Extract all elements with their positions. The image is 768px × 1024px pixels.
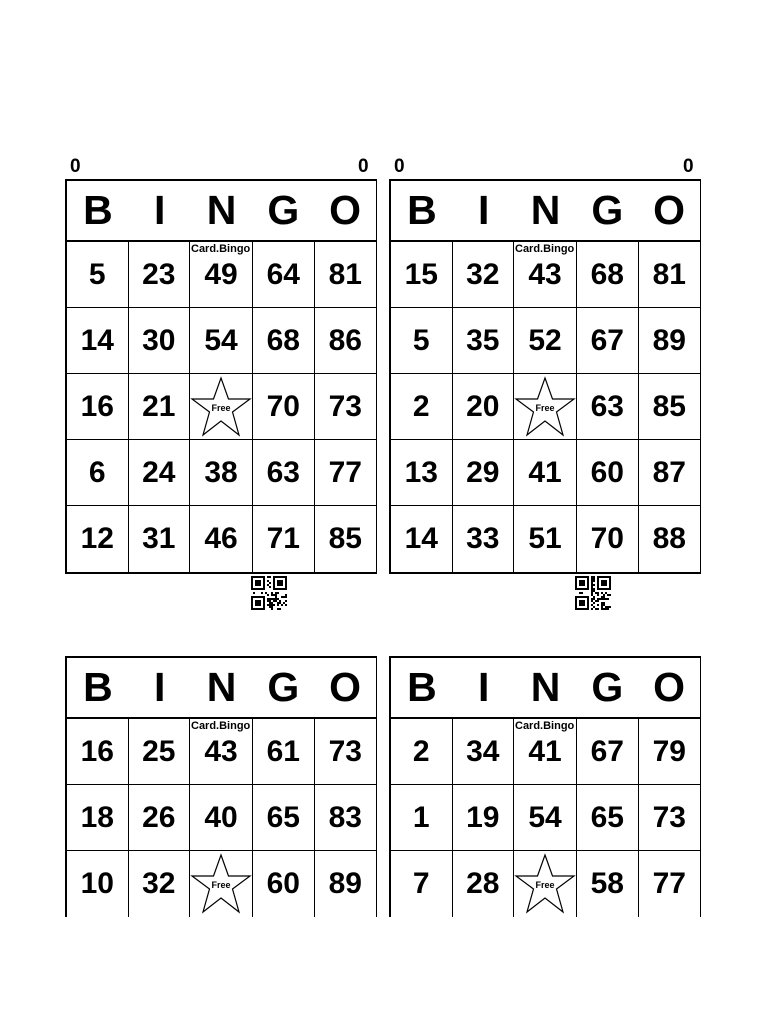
bingo-number: 10 — [80, 867, 114, 900]
bingo-number: 70 — [590, 522, 624, 555]
bingo-number: 46 — [204, 522, 238, 555]
bingo-number-cell — [391, 506, 453, 572]
bingo-number: 81 — [652, 257, 686, 291]
bingo-number-cell — [253, 719, 315, 785]
bingo-number-cell — [391, 242, 453, 308]
bingo-number: 21 — [142, 389, 176, 423]
bingo-number: 65 — [590, 800, 624, 834]
bingo-number-cell — [391, 851, 453, 917]
bingo-number: 29 — [466, 455, 500, 489]
bingo-number-cell — [639, 242, 701, 308]
bingo-grid — [67, 242, 376, 572]
free-label: Free — [211, 402, 231, 413]
bingo-number: 38 — [204, 455, 238, 489]
bingo-number-cell — [315, 506, 377, 572]
card-bingo-tag: Card.Bingo — [191, 243, 251, 255]
header-letter: I — [153, 664, 166, 710]
bingo-number: 19 — [466, 800, 500, 834]
header-letter: I — [477, 664, 490, 710]
bingo-number-cell — [577, 374, 639, 440]
header-letter: B — [407, 664, 437, 710]
bingo-number: 60 — [266, 867, 300, 900]
bingo-number: 16 — [80, 389, 114, 423]
bingo-number: 12 — [80, 522, 114, 555]
card-bingo-tag: Card.Bingo — [515, 720, 575, 732]
bingo-number-cell — [453, 785, 515, 851]
bingo-number: 33 — [466, 522, 500, 555]
header-letter: G — [591, 664, 624, 710]
bingo-number-cell — [639, 308, 701, 374]
header-letter: G — [267, 187, 300, 233]
card-serial-left: 0 — [70, 156, 81, 177]
bingo-number: 73 — [328, 734, 362, 768]
bingo-number: 40 — [204, 800, 238, 834]
header-letter: B — [407, 187, 437, 233]
bingo-number-cell — [190, 308, 253, 374]
card-serial-left: 0 — [394, 156, 405, 177]
bingo-number-cell — [315, 719, 377, 785]
header-letter: G — [591, 187, 624, 233]
bingo-number-cell — [514, 308, 577, 374]
header-letter: G — [267, 664, 300, 710]
bingo-number-cell — [253, 440, 315, 506]
bingo-number-cell — [514, 719, 577, 785]
card-serial-right: 0 — [358, 156, 369, 177]
bingo-number: 54 — [528, 800, 562, 834]
bingo-number: 89 — [328, 867, 362, 900]
bingo-number-cell — [453, 374, 515, 440]
bingo-number: 68 — [266, 323, 300, 357]
bingo-number: 6 — [88, 455, 106, 489]
bingo-number-cell — [190, 242, 253, 308]
bingo-number-cell — [67, 785, 129, 851]
bingo-number: 28 — [466, 867, 500, 900]
bingo-number-cell — [639, 719, 701, 785]
bingo-number-cell — [453, 308, 515, 374]
bingo-number: 30 — [142, 323, 176, 357]
bingo-number: 67 — [590, 734, 624, 768]
bingo-header — [391, 181, 700, 242]
header-letter: B — [83, 187, 113, 233]
bingo-number: 67 — [590, 323, 624, 357]
bingo-number: 54 — [204, 323, 238, 357]
bingo-number-cell — [639, 785, 701, 851]
bingo-number-cell — [639, 851, 701, 917]
bingo-number: 61 — [266, 734, 300, 768]
bingo-number: 18 — [80, 800, 114, 834]
header-letter: N — [530, 187, 561, 233]
bingo-number: 58 — [590, 867, 624, 900]
bingo-number-cell — [315, 440, 377, 506]
bingo-number-cell — [639, 374, 701, 440]
bingo-number: 52 — [528, 323, 562, 357]
header-letter: I — [477, 187, 490, 233]
bingo-number: 81 — [328, 257, 362, 291]
bingo-number: 86 — [328, 323, 362, 357]
bingo-number: 49 — [204, 257, 238, 291]
bingo-number-cell — [67, 719, 129, 785]
bingo-number: 43 — [204, 734, 238, 768]
bingo-number: 25 — [142, 734, 176, 768]
bingo-number-cell — [577, 242, 639, 308]
bingo-number: 65 — [266, 800, 300, 834]
bingo-number-cell — [577, 440, 639, 506]
bingo-number-cell — [391, 308, 453, 374]
bingo-number-cell — [129, 242, 191, 308]
bingo-number-cell — [391, 785, 453, 851]
bingo-number-cell — [253, 374, 315, 440]
bingo-number-cell — [315, 785, 377, 851]
free-label: Free — [535, 402, 555, 413]
bingo-number: 85 — [328, 522, 362, 555]
bingo-grid — [391, 719, 700, 917]
bingo-number: 35 — [466, 323, 500, 357]
bingo-number: 26 — [142, 800, 176, 834]
bingo-number: 14 — [80, 323, 114, 357]
bingo-number: 73 — [328, 389, 362, 423]
bingo-number-cell — [67, 506, 129, 572]
bingo-number: 32 — [466, 257, 500, 291]
bingo-number: 89 — [652, 323, 686, 357]
bingo-number-cell — [514, 242, 577, 308]
bingo-number-cell — [453, 242, 515, 308]
bingo-header — [67, 181, 376, 242]
header-letter: B — [83, 664, 113, 710]
free-label: Free — [535, 880, 555, 891]
bingo-number: 14 — [404, 522, 438, 555]
bingo-number-cell — [639, 440, 701, 506]
bingo-number-cell — [315, 851, 377, 917]
bingo-number: 7 — [412, 867, 430, 900]
bingo-number: 63 — [266, 455, 300, 489]
bingo-number-cell — [577, 506, 639, 572]
bingo-number: 13 — [404, 455, 438, 489]
bingo-number: 70 — [266, 389, 300, 423]
bingo-number-cell — [129, 785, 191, 851]
bingo-card-3 — [65, 656, 377, 917]
bingo-number: 31 — [142, 522, 176, 555]
bingo-number: 63 — [590, 389, 624, 423]
bingo-number-cell — [453, 506, 515, 572]
bingo-number-cell — [577, 851, 639, 917]
bingo-number-cell — [67, 242, 129, 308]
bingo-number: 71 — [266, 522, 300, 555]
bingo-number-cell — [577, 719, 639, 785]
bingo-number: 77 — [652, 867, 686, 900]
bingo-number: 41 — [528, 455, 562, 489]
bingo-number: 79 — [652, 734, 686, 768]
bingo-number-cell — [67, 440, 129, 506]
bingo-grid — [67, 719, 376, 917]
free-label: Free — [211, 880, 231, 891]
bingo-number: 16 — [80, 734, 114, 768]
bingo-number: 2 — [412, 734, 430, 768]
qr-code-icon — [251, 576, 287, 610]
card-serial-right: 0 — [683, 156, 694, 177]
bingo-number-cell — [253, 851, 315, 917]
bingo-grid — [391, 242, 700, 572]
bingo-number-cell — [67, 374, 129, 440]
free-space — [514, 374, 577, 440]
bingo-number-cell — [577, 308, 639, 374]
free-space — [190, 374, 253, 440]
free-space — [190, 851, 253, 917]
bingo-number: 68 — [590, 257, 624, 291]
bingo-number-cell — [129, 719, 191, 785]
bingo-number-cell — [514, 506, 577, 572]
bingo-number-cell — [514, 440, 577, 506]
bingo-number: 51 — [528, 522, 562, 555]
bingo-number-cell — [129, 506, 191, 572]
bingo-number-cell — [190, 506, 253, 572]
bingo-number: 64 — [266, 257, 300, 291]
header-letter: O — [653, 187, 686, 233]
bingo-number-cell — [639, 506, 701, 572]
bingo-number-cell — [190, 440, 253, 506]
header-letter: N — [206, 187, 237, 233]
bingo-number-cell — [453, 851, 515, 917]
bingo-number-cell — [253, 785, 315, 851]
bingo-number-cell — [190, 719, 253, 785]
bingo-header — [391, 658, 700, 719]
bingo-number-cell — [253, 308, 315, 374]
bingo-number-cell — [67, 308, 129, 374]
header-letter: O — [329, 664, 362, 710]
bingo-number-cell — [315, 308, 377, 374]
bingo-number: 41 — [528, 734, 562, 768]
bingo-number-cell — [129, 308, 191, 374]
bingo-number: 60 — [590, 455, 624, 489]
card-bingo-tag: Card.Bingo — [191, 720, 251, 732]
card-bingo-tag: Card.Bingo — [515, 243, 575, 255]
bingo-number: 85 — [652, 389, 686, 423]
header-letter: I — [153, 187, 166, 233]
qr-code-icon — [575, 576, 611, 610]
bingo-number-cell — [453, 440, 515, 506]
bingo-number-cell — [391, 719, 453, 785]
bingo-number-cell — [453, 719, 515, 785]
bingo-number-cell — [514, 785, 577, 851]
bingo-number: 20 — [466, 389, 500, 423]
bingo-number: 77 — [328, 455, 362, 489]
bingo-card-2 — [389, 179, 701, 574]
bingo-number-cell — [190, 785, 253, 851]
free-space — [514, 851, 577, 917]
bingo-card-4 — [389, 656, 701, 917]
header-letter: N — [530, 664, 561, 710]
bingo-number: 23 — [142, 257, 176, 291]
header-letter: N — [206, 664, 237, 710]
bingo-number-cell — [315, 374, 377, 440]
bingo-number: 87 — [652, 455, 686, 489]
bingo-number: 2 — [412, 389, 430, 423]
bingo-number-cell — [391, 440, 453, 506]
bingo-number: 43 — [528, 257, 562, 291]
bingo-number-cell — [129, 374, 191, 440]
bingo-number-cell — [67, 851, 129, 917]
bingo-number: 34 — [466, 734, 500, 768]
bingo-number: 32 — [142, 867, 176, 900]
bingo-number: 83 — [328, 800, 362, 834]
bingo-card-1 — [65, 179, 377, 574]
bingo-number-cell — [253, 242, 315, 308]
bingo-number: 1 — [412, 800, 430, 834]
bingo-header — [67, 658, 376, 719]
bingo-number-cell — [129, 851, 191, 917]
bingo-number-cell — [253, 506, 315, 572]
bingo-number: 24 — [142, 455, 176, 489]
bingo-number: 5 — [412, 323, 430, 357]
bingo-number: 5 — [88, 257, 106, 291]
bingo-number-cell — [315, 242, 377, 308]
bingo-number: 15 — [404, 257, 438, 291]
bingo-number: 88 — [652, 522, 686, 555]
header-letter: O — [653, 664, 686, 710]
bingo-number-cell — [391, 374, 453, 440]
header-letter: O — [329, 187, 362, 233]
bingo-number-cell — [577, 785, 639, 851]
bingo-number: 73 — [652, 800, 686, 834]
bingo-number-cell — [129, 440, 191, 506]
